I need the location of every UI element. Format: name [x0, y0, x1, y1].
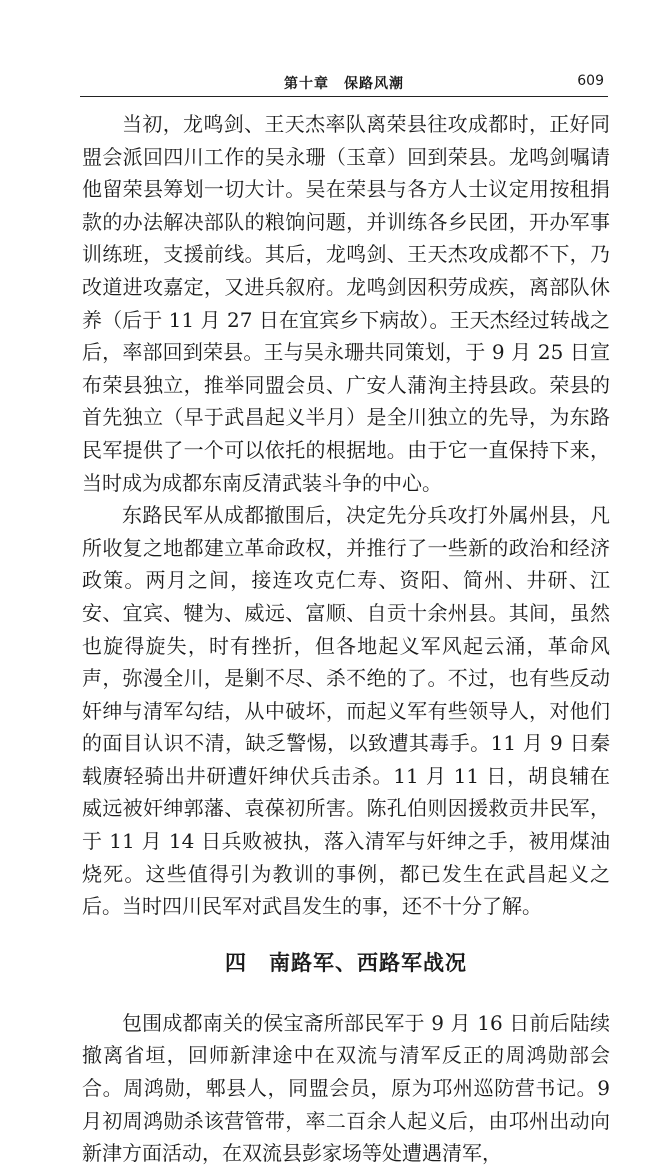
section-heading [82, 947, 610, 977]
body-text [82, 108, 610, 1170]
chapter-title: 第十章 保路风潮 [284, 76, 404, 92]
paragraph: 当初，龙鸣剑、王天杰率队离荣县往攻成都时，正好同盟会派回四川工作的吴永珊（玉章）回到荣县。龙鸣剑嘱请他留荣县筹划一切大计。吴在荣县与各方人士议定用按租捐款的办法解决部队的粮饷问题，并训练各乡民团，开办军事训练班，支援前线。其后，龙鸣剑、王天杰攻成都不下，乃改道进攻嘉定，又进兵叙府。龙鸣剑因积劳成疾，离部队休养（后于 11 月 27 日在宜宾乡下病故）。王天杰经过转战之后，率部回到荣县。王与吴永珊共同策划，于 9 月 25 日宣布荣县独立，推举同盟会员、广安人蒲洵主持县政。荣县的首先独立（早于武昌起义半月）是全川独立的先导，为东路民军提供了一个可以依托的根据地。由于它一直保持下来，当时成为成都东南反清武装斗争的中心。 [82, 112, 610, 495]
running-header [80, 70, 608, 97]
paragraph: 包围成都南关的侯宝斋所部民军于 9 月 16 日前后陆续撤离省垣，回师新津途中在双流与清军反正的周鸿勋部会合。周鸿勋，郫县人，同盟会员，原为邛州巡防营书记。9 月初周鸿勋杀该营管带，率二百余人起义后，由邛州出动向新津方面活动，在双流县彭家场等处遭遇清军， [82, 1010, 610, 1166]
page-number: 609 [577, 73, 604, 89]
section-title: 南路军、西路军战况 [269, 949, 467, 975]
section-number: 四 [225, 949, 247, 975]
paragraph: 东路民军从成都撤围后，决定先分兵攻打外属州县，凡所收复之地都建立革命政权，并推行了一些新的政治和经济政策。两月之间，接连攻克仁寿、资阳、简州、井研、江安、宜宾、犍为、威远、富顺、自贡十余州县。其间，虽然也旋得旋失，时有挫折，但各地起义军风起云涌，革命风声，弥漫全川，是剿不尽、杀不绝的了。不过，也有些反动奸绅与清军勾结，从中破坏，而起义军有些领导人，对他们的面目认识不清，缺乏警惕，以致遭其毒手。11 月 9 日秦载赓轻骑出井研遭奸绅伏兵击杀。11 月 11 日，胡良辅在威远被奸绅郭藩、袁葆初所害。陈孔伯则因援救贡井民军，于 11 月 14 日兵败被执，落入清军与奸绅之手，被用煤油烧死。这些值得引为教训的事例，都已发生在武昌起义之后。当时四川民军对武昌发生的事，还不十分了解。 [82, 503, 610, 919]
